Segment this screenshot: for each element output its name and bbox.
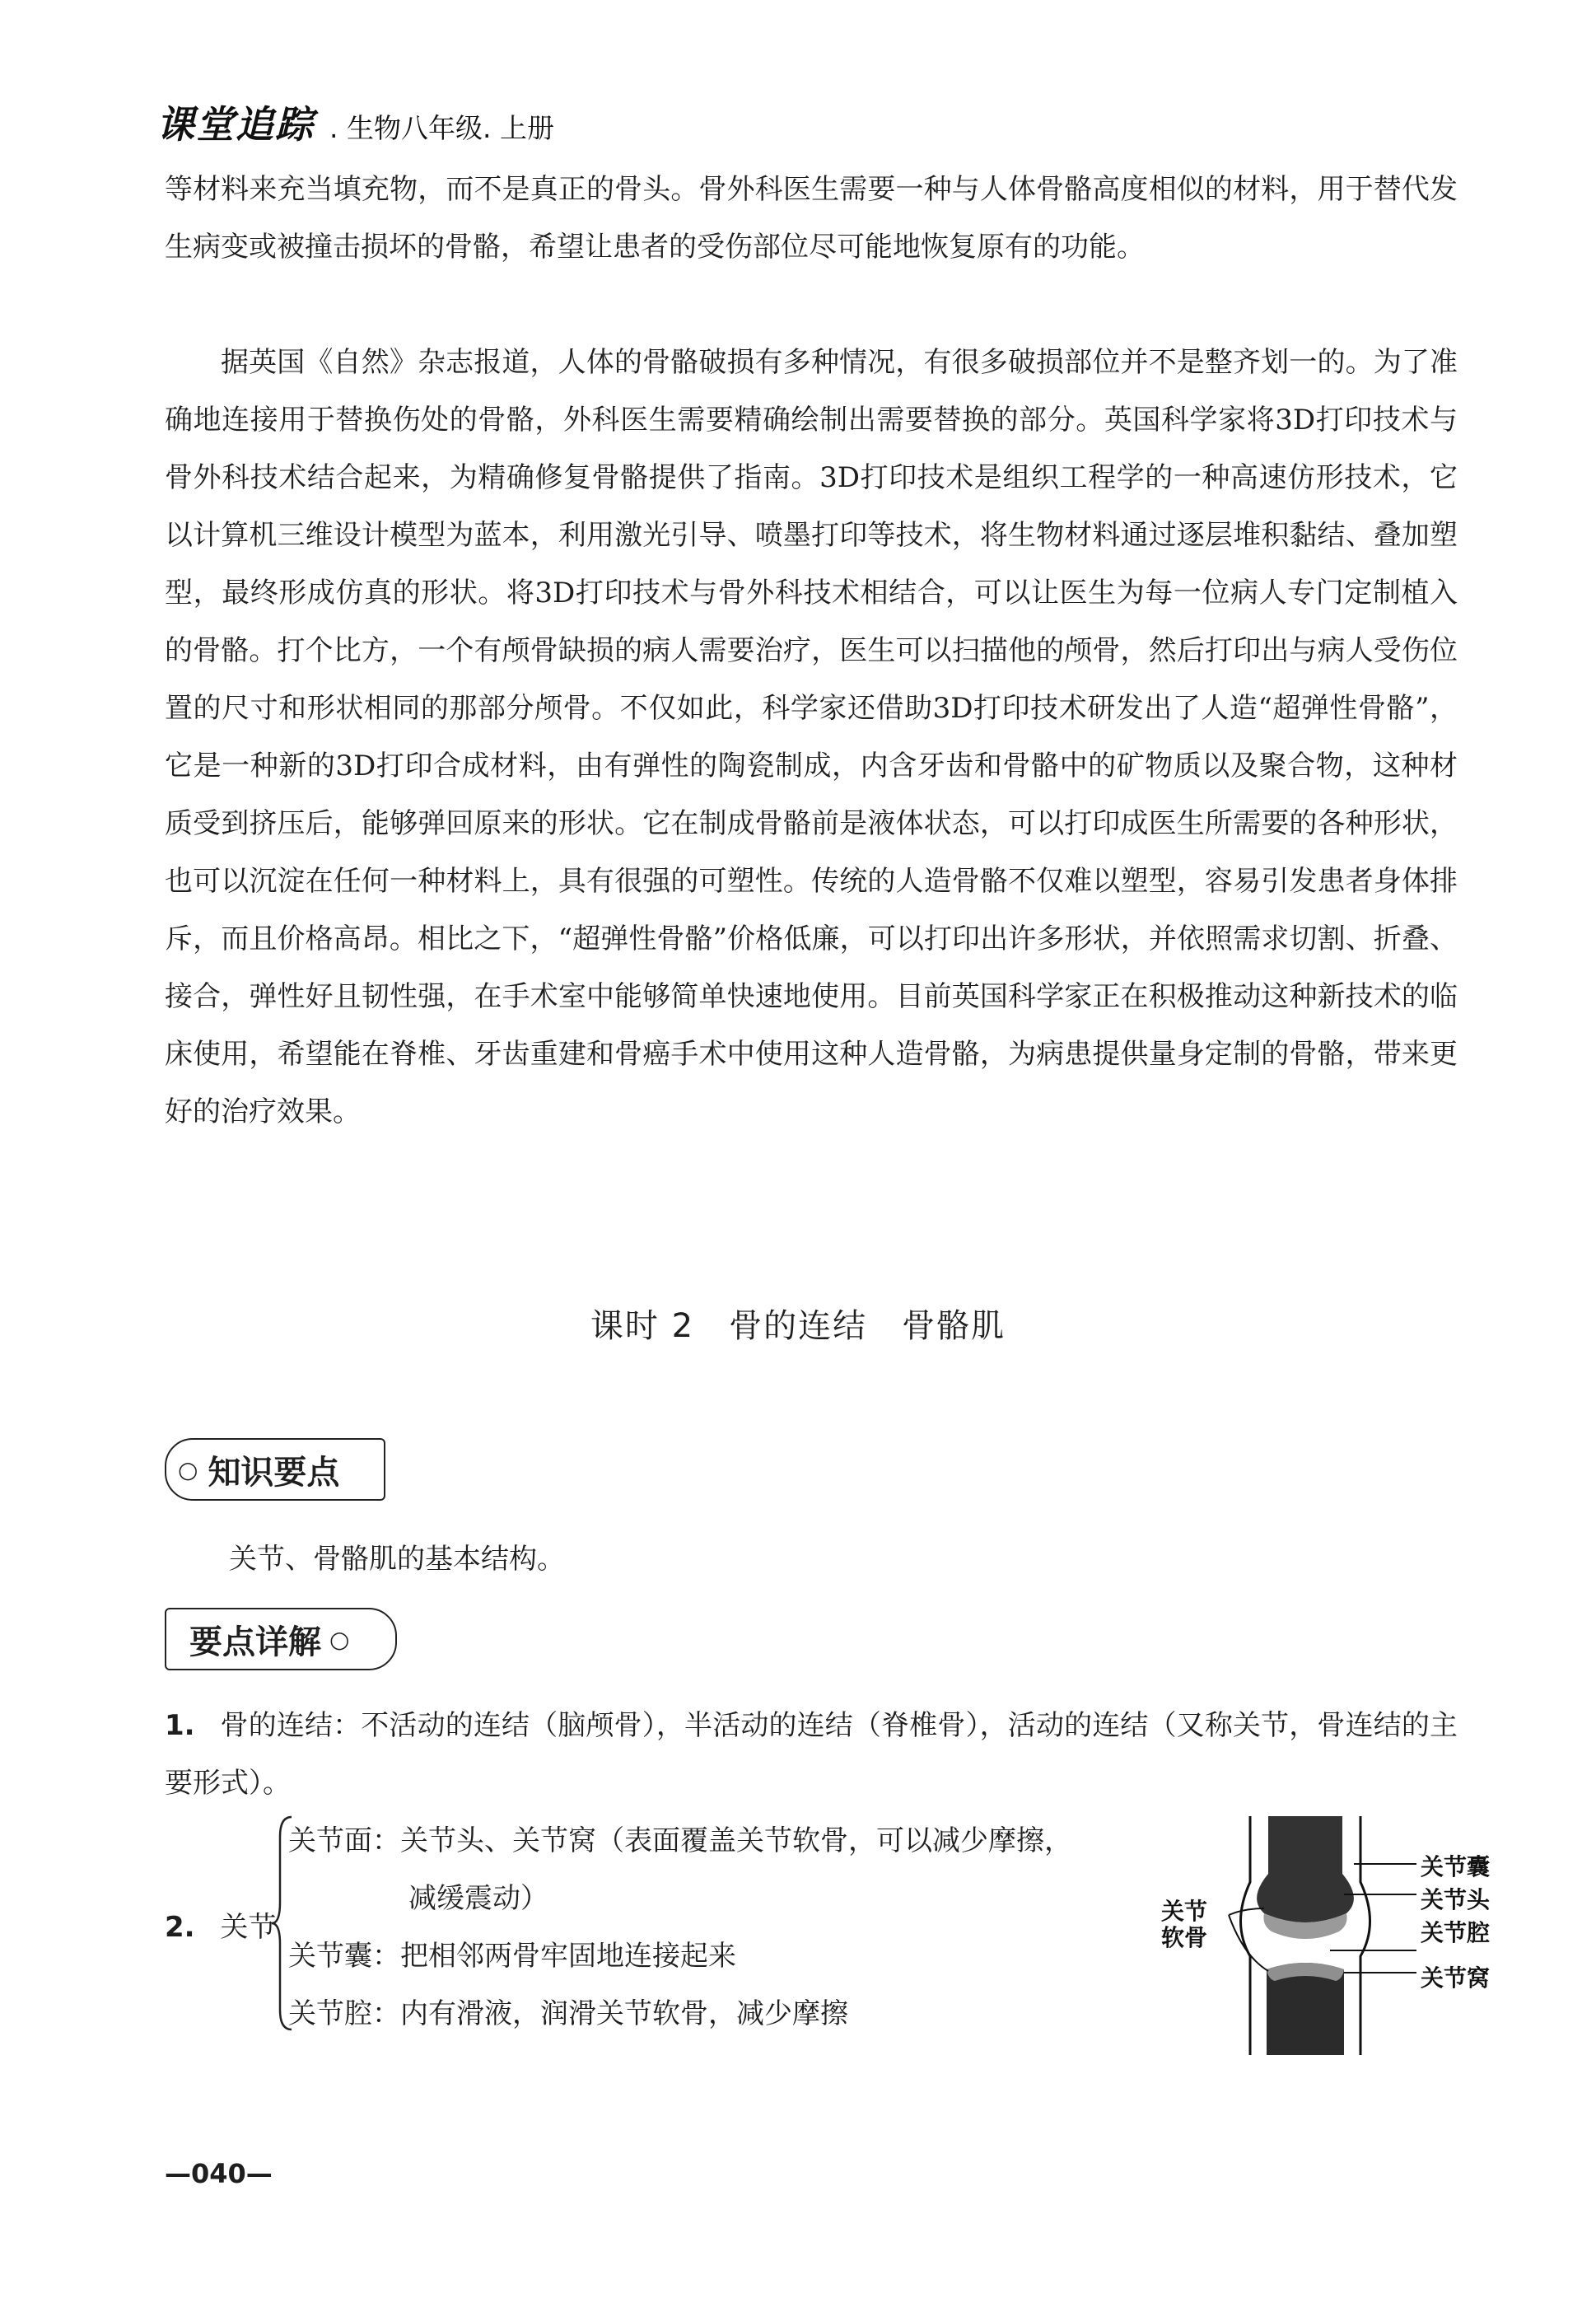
key-details-tag [165,1608,397,1670]
joint-structure-list [288,1812,1235,2043]
page-number: —040— [165,2158,273,2189]
joint-line-cavity: 关节腔：内有滑液，润滑关节软骨，减少摩擦 [288,1997,848,2030]
detail-item-2 [165,1812,1153,2034]
lesson-title: 课时 2 骨的连结 骨骼肌 [590,1307,1006,1345]
circle-bullet-icon: ○ [178,1455,198,1483]
article-paragraph-1: 等材料来充当填充物，而不是真正的骨头。骨外科医生需要一种与人体骨骼高度相似的材料，用于替代发生病变或被撞击损坏的骨骼，希望让患者的受伤部位尽可能地恢复原有的功能。 [165,173,1458,264]
book-brand: 课堂追踪 [156,102,315,147]
label-joint-cartilage: 关节 软骨 [1161,1898,1208,1951]
detail-item-1 [165,1697,1458,1812]
detail-item-1-text: 骨的连结：不活动的连结（脑颅骨），半活动的连结（脊椎骨），活动的连结（又称关节，骨连结的主要形式）。 [165,1709,1458,1800]
label-joint-head: 关节头 [1421,1886,1491,1913]
knowledge-points-tag [165,1438,385,1501]
joint-line-surface-cont: 减缓震动） [408,1882,548,1915]
detail-item-2-label: 2. 关节 [165,1911,277,1944]
label-joint-cavity: 关节腔 [1421,1919,1491,1946]
article-paragraph-2: 据英国《自然》杂志报道，人体的骨骼破损有多种情况，有很多破损部位并不是整齐划一的。为了准确地连接用于替换伤处的骨骼，外科医生需要精确绘制出需要替换的部分。英国科学家将3D打印技术与骨外科技术结合起来，为精确修复骨骼提供了指南。3D打印技术是组织工程学的一种高速仿形技术，它以计算机三维设计模型为蓝本，利用激光引导、喷墨打印等技术，将生物材料通过逐层堆积黏结、叠加塑型，最终形成仿真的形状。将3D打印技术与骨外科技术相结合，可以让医生为每一位病人专门定制植入的骨骼。打个比方，一个有颅骨缺损的病人需要治疗，医生可以扫描他的颅骨，然后打印出与病人受伤位置的尺寸和形状相同的那部分颅骨。不仅如此，科学家还借助3D打印技术研发出了人造“超弹性骨骼”，它是一种新的3D打印合成材料，由有弹性的陶瓷制成，内含牙齿和骨骼中的矿物质以及聚合物，这种材质受到挤压后，能够弹回原来的形状。它在制成骨骼前是液体状态，可以打印成医生所需要的各种形状，也可以沉淀在任何一种材料上，具有很强的可塑性。传统的人造骨骼不仅难以塑型，容易引发患者身体排斥，而且价格高昂。相比之下，“超弹性骨骼”价格低廉，可以打印出许多形状，并依照需求切割、折叠、接合，弹性好且韧性强，在手术室中能够简单快速地使用。目前英国科学家正在积极推动这种新技术的临床使用，希望能在脊椎、牙齿重建和骨癌手术中使用这种人造骨骼，为病患提供量身定制的骨骼，带来更好的治疗效果。 [165,346,1458,1128]
label-joint-socket: 关节窝 [1421,1964,1491,1992]
detail-item-2-number: 2. [165,1911,195,1944]
key-details-tag-label: 要点详解 [189,1623,321,1661]
circle-bullet-icon: ○ [329,1625,350,1653]
joint-line-surface: 关节面：关节头、关节窝（表面覆盖关节软骨，可以减少摩擦， [288,1824,1072,1857]
joint-line-capsule: 关节囊：把相邻两骨牢固地连接起来 [288,1940,736,1973]
book-subject: . 生物八年级. 上册 [329,112,554,144]
knowledge-points-text: 关节、骨骼肌的基本结构。 [229,1543,565,1576]
knowledge-points-tag-label: 知识要点 [208,1453,340,1492]
label-joint-capsule: 关节囊 [1421,1853,1491,1880]
running-header [156,95,554,152]
joint-diagram [1153,1816,1491,2055]
detail-item-1-number: 1. [165,1709,195,1742]
